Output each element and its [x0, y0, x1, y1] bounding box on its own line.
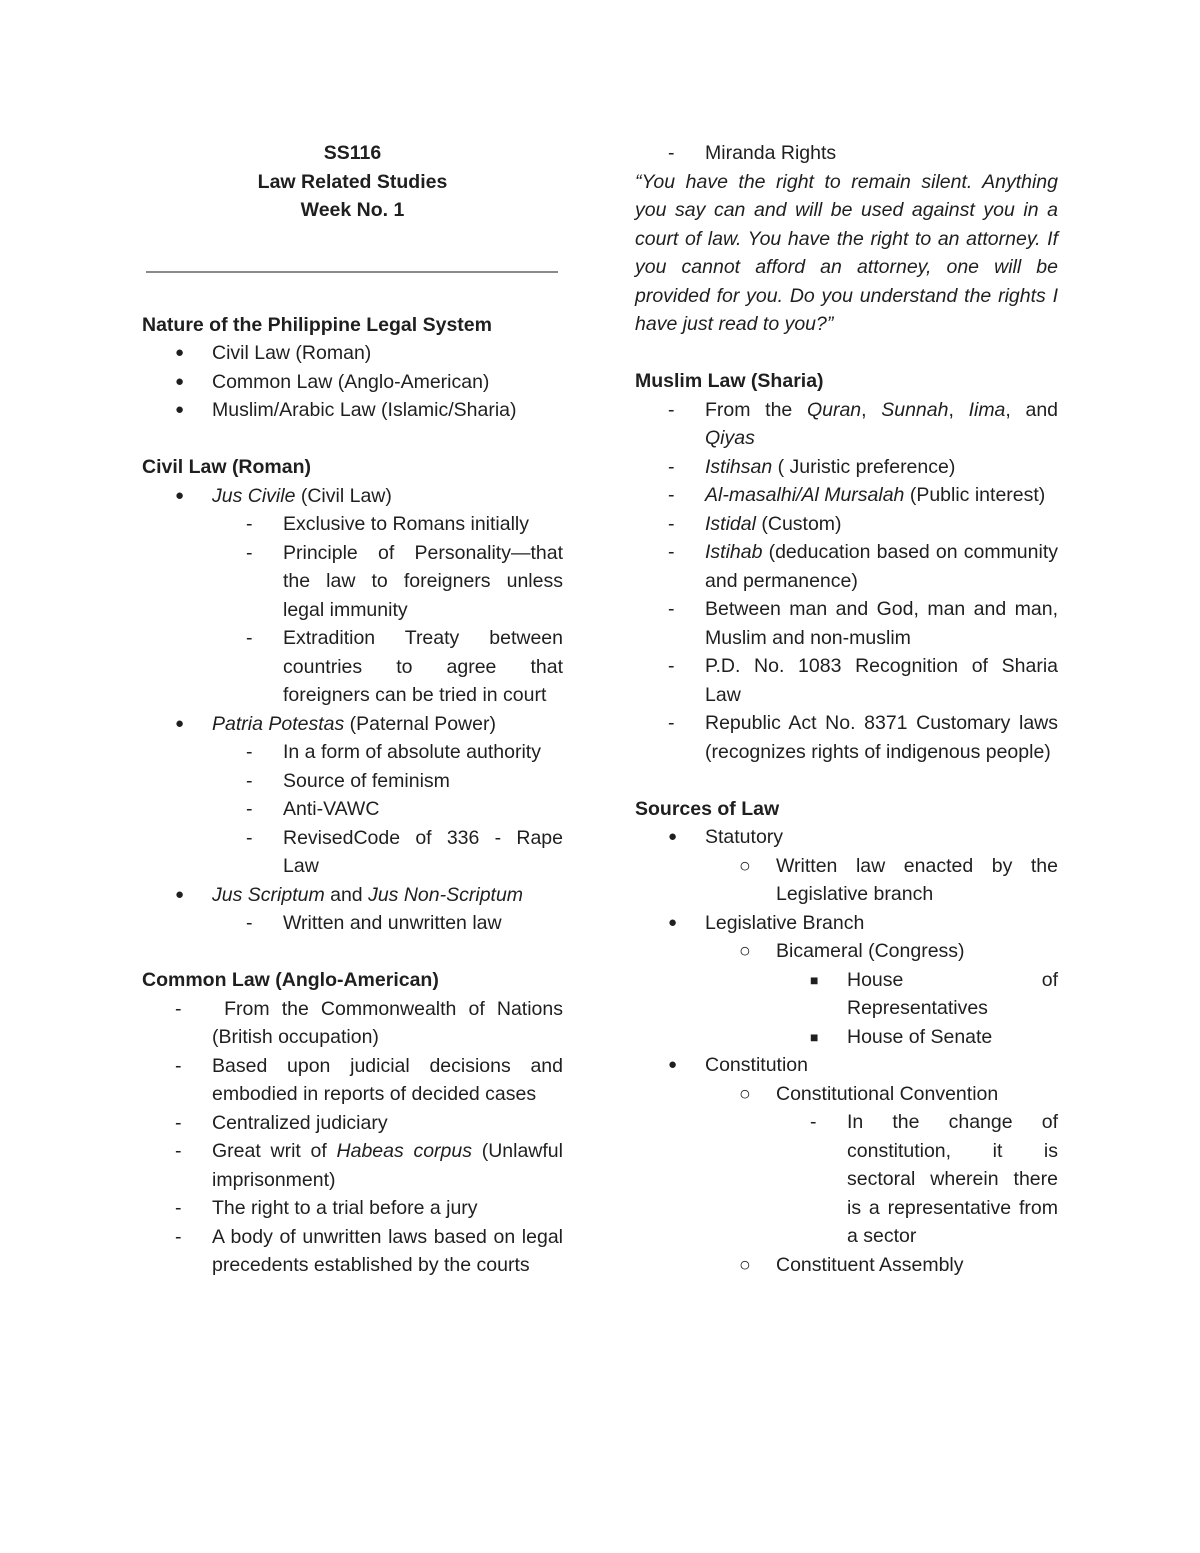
dash-icon: -: [246, 513, 253, 535]
civil-law-heading: Civil Law (Roman): [142, 456, 312, 478]
list-item: - A body of unwritten laws based on legal precedents established by the courts: [142, 1223, 563, 1280]
circle-bullet-icon: ○: [739, 1253, 751, 1276]
bullet-icon: ●: [175, 486, 185, 504]
dash-icon: -: [668, 455, 675, 478]
bullet-icon: ●: [175, 714, 185, 732]
list-item: - From the Commonwealth of Nations (British occupation): [142, 995, 563, 1052]
dash-icon: -: [668, 541, 675, 563]
list-item: - Based upon judicial decisions and embodied in reports of decided cases: [142, 1052, 563, 1109]
dash-icon: -: [668, 398, 675, 421]
bullet-icon: ●: [668, 1056, 678, 1073]
dash-icon: -: [175, 1054, 182, 1077]
dash-icon: -: [246, 826, 253, 849]
list-item: ● Legislative Branch: [635, 909, 1058, 938]
list-item: ○ Constituent Assembly: [635, 1251, 1058, 1280]
list-item: ● Jus Scriptum and Jus Non-Scriptum: [142, 881, 563, 910]
dash-icon: -: [668, 484, 675, 506]
bullet-icon: ●: [175, 885, 185, 903]
subject-title: Law Related Studies: [257, 170, 448, 193]
bullet-icon: ●: [175, 372, 185, 390]
list-item: ● Jus Civile (Civil Law): [142, 482, 563, 511]
list-item: - Principle of Personality—that the law to foreigners unless legal immunity: [142, 539, 563, 625]
dash-icon: -: [668, 598, 675, 620]
square-bullet-icon: ■: [810, 1028, 819, 1045]
course-code: SS116: [323, 142, 382, 164]
list-item: - Extradition Treaty between countries to agree that foreigners can be tried in court: [142, 624, 563, 710]
list-item: ○ Bicameral (Congress): [635, 937, 1058, 966]
left-column: [142, 139, 569, 1280]
sources-of-law-heading: Sources of Law: [635, 797, 780, 820]
list-item: - Between man and God, man and man, Muslim and non-muslim: [635, 595, 1058, 652]
common-law-heading: Common Law (Anglo-American): [142, 969, 439, 991]
list-item: - Source of feminism: [142, 767, 563, 796]
week-label: Week No. 1: [300, 199, 405, 221]
square-bullet-icon: ■: [810, 971, 819, 988]
dash-icon: -: [246, 769, 253, 792]
nature-heading: Nature of the Philippine Legal System: [142, 313, 492, 336]
list-item: ● Muslim/Arabic Law (Islamic/Sharia): [142, 396, 563, 425]
list-item: ■ House of Senate: [635, 1023, 1058, 1052]
list-item: - Istihab (deducation based on community and permanence): [635, 538, 1058, 595]
list-item: - Republic Act No. 8371 Customary laws (recognizes rights of indigenous people): [635, 709, 1058, 766]
list-item: - Istidal (Custom): [635, 510, 1058, 539]
dash-icon: -: [246, 627, 253, 649]
dash-icon: -: [246, 912, 253, 934]
list-item: ● Statutory: [635, 823, 1058, 852]
dash-icon: -: [668, 142, 675, 164]
dash-icon: -: [175, 1197, 182, 1219]
dash-icon: -: [246, 798, 253, 820]
list-item: - Istihsan ( Juristic preference): [635, 453, 1058, 482]
list-item: - Anti-VAWC: [142, 795, 563, 824]
bullet-icon: ●: [668, 828, 678, 845]
list-item: - From the Quran, Sunnah, Iima, and Qiyas: [635, 396, 1058, 453]
list-item: - In the change of constitution, it is sectoral wherein there is a representative from a sector: [635, 1108, 1058, 1251]
dash-icon: -: [175, 1140, 182, 1162]
dash-icon: -: [246, 541, 253, 564]
bullet-icon: ●: [668, 913, 678, 931]
list-item: - Al-masalhi/Al Mursalah (Public interest): [635, 481, 1058, 510]
dash-icon: -: [175, 997, 182, 1020]
list-item: - Miranda Rights: [635, 139, 1058, 168]
list-item: ○ Constitutional Convention: [635, 1080, 1058, 1109]
bullet-icon: ●: [175, 401, 185, 418]
list-item: - The right to a trial before a jury: [142, 1194, 563, 1223]
list-item: - P.D. No. 1083 Recognition of Sharia Law: [635, 652, 1058, 709]
circle-bullet-icon: ○: [739, 940, 751, 962]
list-item: - Centralized judiciary: [142, 1109, 563, 1138]
right-column: [635, 139, 1058, 1279]
dash-icon: -: [175, 1111, 182, 1134]
list-item: ○ Written law enacted by the Legislative branch: [635, 852, 1058, 909]
list-item: - Great writ of Habeas corpus (Unlawful imprisonment): [142, 1137, 563, 1194]
list-item: ● Constitution: [635, 1051, 1058, 1080]
muslim-law-heading: Muslim Law (Sharia): [635, 370, 824, 392]
dash-icon: -: [668, 512, 675, 535]
list-item: ● Civil Law (Roman): [142, 339, 563, 368]
circle-bullet-icon: ○: [739, 1082, 751, 1105]
bullet-icon: ●: [175, 344, 185, 361]
list-item: - Exclusive to Romans initially: [142, 510, 563, 539]
list-item: ● Common Law (Anglo-American): [142, 368, 563, 397]
dash-icon: -: [175, 1225, 182, 1248]
dash-icon: -: [810, 1111, 817, 1133]
miranda-quote: “You have the right to remain silent. Anything you say can and will be used against you in a court of law. You have the right to an attorney. If you cannot afford an attorney, one will be provided for you. Do you understand the rights I have just read to you?”: [635, 170, 1058, 335]
list-item: - In a form of absolute authority: [142, 738, 563, 767]
dash-icon: -: [668, 712, 675, 734]
dash-icon: -: [246, 741, 253, 763]
list-item: - RevisedCode of 336 - Rape Law: [142, 824, 563, 881]
list-item: ■ House of Representatives: [635, 966, 1058, 1023]
dash-icon: -: [668, 655, 675, 677]
circle-bullet-icon: ○: [739, 854, 751, 877]
list-item: ● Patria Potestas (Paternal Power): [142, 710, 563, 739]
list-item: - Written and unwritten law: [142, 909, 563, 938]
